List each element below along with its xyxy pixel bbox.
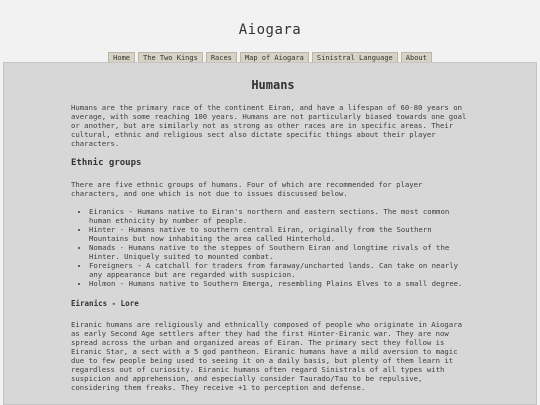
list-item: • Eiranics - Humans native to Eiran's northern and eastern sections. The most common human ethnicity by number of people. [89,207,475,225]
nav-item-sinistral-language[interactable]: Sinistral Language [312,52,398,65]
nav-item-home[interactable]: Home [108,52,135,65]
list-item: • Nomads - Humans native to the steppes of Southern Eiran and longtime rivals of the Hinter. Uniquely suited to mounted combat. [89,243,475,261]
nav-item-races[interactable]: Races [206,52,237,65]
nav-item-about[interactable]: About [401,52,432,65]
site-title: Aiogara [238,22,302,38]
nav-item-the-two-kings[interactable]: The Two Kings [138,52,203,65]
list-item: • Hinter - Humans native to southern central Eiran, originally from the Southern Mountains but now inhabiting the area called Hinterhold. [89,225,475,243]
nav-item-map-of-aiogara[interactable]: Map of Aiogara [240,52,309,65]
intro-paragraph: Humans are the primary race of the continent Eiran, and have a lifespan of 60-80 years on average, with some reaching 100 years. Humans are not particularly biased towards one goal or another, but are similarly not as strong as other races are in specific areas. Their cultural, ethnic and religious sect also dictate specific things about their player characters. [71,103,467,148]
list-item: • Holmon - Humans native to Southern Emerga, resembling Plains Elves to a small degree. [89,279,475,288]
article [71,78,475,392]
content-panel [3,62,537,405]
list-item: • Foreigners - A catchall for traders from faraway/uncharted lands. Can take on nearly any appearance but are regarded with suspicion. [89,261,475,279]
lore-heading: Eiranics - Lore [71,299,139,308]
lore-paragraph: Eiranic humans are religiously and ethnically composed of people who originate in Aiogara as early Second Age settlers after they had the first Hinter-Eiranic war. They are now spread across the urban and organized areas of Eiran. The primary sect they follow is Eiranic Star, a sect with a 5 god pantheon. Eiranic humans have a mild aversion to magic due to few people being used to seeing it on a daily basis, but plenty of them learn it regardless out of curiosity. Eiranic humans often regard Sinistrals of all types with suspicion and apprehension, and especially consider Taurado/Tau to be repulsive, considering them freaks. They receive +1 to perception and defense. [71,320,462,392]
page-title: Humans [251,78,295,92]
ethnic-intro-paragraph: There are five ethnic groups of humans. Four of which are recommended for player characters, and one which is not due to issues discussed below. [71,180,423,198]
ethnic-groups-heading: Ethnic groups [71,158,142,168]
ethnic-groups-list [71,207,475,288]
